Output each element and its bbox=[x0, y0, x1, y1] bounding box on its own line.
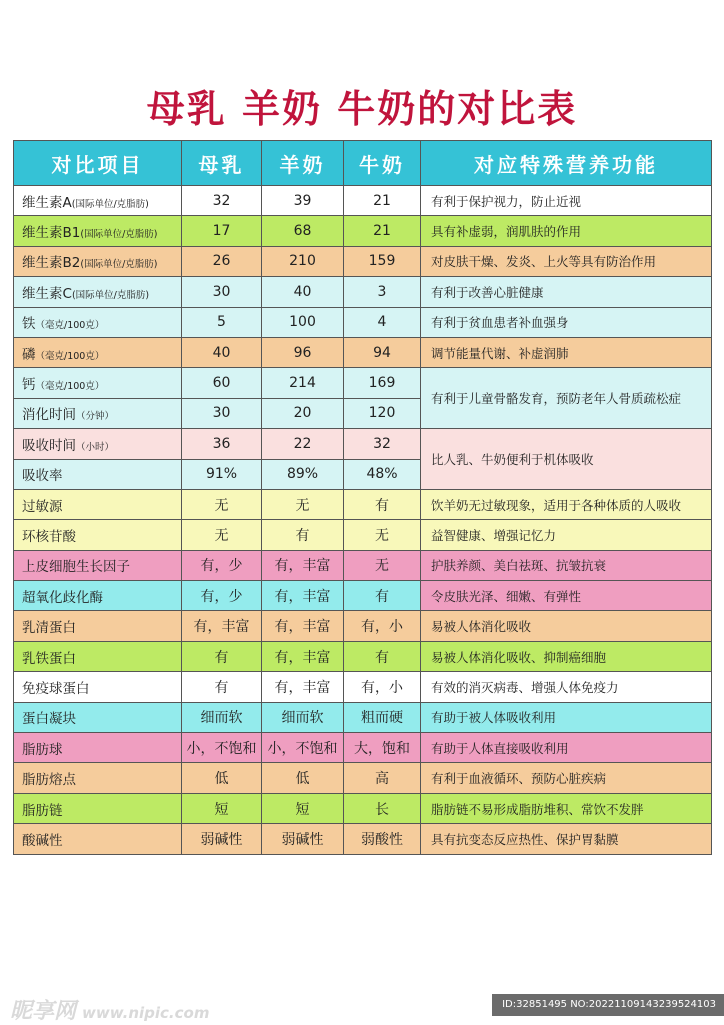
breast-milk-value: 30 bbox=[182, 398, 262, 428]
breast-milk-value: 有，少 bbox=[182, 550, 262, 580]
table-row bbox=[14, 429, 712, 459]
table-row bbox=[14, 611, 712, 641]
table-row bbox=[14, 824, 712, 854]
goat-milk-value: 39 bbox=[262, 186, 344, 216]
goat-milk-value: 细而软 bbox=[262, 702, 344, 732]
cow-milk-value: 有，小 bbox=[344, 672, 421, 702]
breast-milk-value: 5 bbox=[182, 307, 262, 337]
breast-milk-value: 弱碱性 bbox=[182, 824, 262, 854]
cow-milk-value: 169 bbox=[344, 368, 421, 398]
row-name: 免疫球蛋白 bbox=[14, 672, 182, 702]
cow-milk-value: 长 bbox=[344, 793, 421, 823]
row-name: 吸收率 bbox=[14, 459, 182, 489]
function-text: 有助于被人体吸收利用 bbox=[421, 702, 712, 732]
row-name: 维生素A(国际单位/克脂肪) bbox=[14, 186, 182, 216]
goat-milk-value: 68 bbox=[262, 216, 344, 246]
table-row bbox=[14, 216, 712, 246]
goat-milk-value: 有，丰富 bbox=[262, 550, 344, 580]
row-name: 维生素C(国际单位/克脂肪) bbox=[14, 277, 182, 307]
watermark bbox=[10, 994, 209, 1025]
function-text: 令皮肤光泽、细嫩、有弹性 bbox=[421, 581, 712, 611]
cow-milk-value: 无 bbox=[344, 520, 421, 550]
cow-milk-value: 有 bbox=[344, 489, 421, 519]
function-text: 易被人体消化吸收、抑制癌细胞 bbox=[421, 641, 712, 671]
function-text: 有助于人体直接吸收利用 bbox=[421, 733, 712, 763]
cow-milk-value: 3 bbox=[344, 277, 421, 307]
row-name: 消化时间（分钟） bbox=[14, 398, 182, 428]
function-text: 具有抗变态反应热性、保护胃黏膜 bbox=[421, 824, 712, 854]
function-text: 护肤养颜、美白祛斑、抗皱抗衰 bbox=[421, 550, 712, 580]
goat-milk-value: 有，丰富 bbox=[262, 581, 344, 611]
goat-milk-value: 弱碱性 bbox=[262, 824, 344, 854]
row-name: 铁（毫克/100克） bbox=[14, 307, 182, 337]
goat-milk-value: 有 bbox=[262, 520, 344, 550]
function-text: 易被人体消化吸收 bbox=[421, 611, 712, 641]
row-name: 过敏源 bbox=[14, 489, 182, 519]
function-text: 具有补虚弱，润肌肤的作用 bbox=[421, 216, 712, 246]
goat-milk-value: 无 bbox=[262, 489, 344, 519]
goat-milk-value: 214 bbox=[262, 368, 344, 398]
function-text: 有利于贫血患者补血强身 bbox=[421, 307, 712, 337]
cow-milk-value: 94 bbox=[344, 337, 421, 367]
table-header-row bbox=[14, 141, 712, 186]
cow-milk-value: 4 bbox=[344, 307, 421, 337]
table-row bbox=[14, 307, 712, 337]
page-title: 母乳 羊奶 牛奶的对比表 bbox=[146, 87, 578, 131]
table-row bbox=[14, 246, 712, 276]
breast-milk-value: 26 bbox=[182, 246, 262, 276]
breast-milk-value: 40 bbox=[182, 337, 262, 367]
row-name: 环核苷酸 bbox=[14, 520, 182, 550]
breast-milk-value: 17 bbox=[182, 216, 262, 246]
breast-milk-value: 60 bbox=[182, 368, 262, 398]
row-name: 脂肪球 bbox=[14, 733, 182, 763]
cow-milk-value: 粗而硬 bbox=[344, 702, 421, 732]
image-id-bar: ID:32851495 NO:20221109143239524103 bbox=[492, 994, 724, 1016]
function-text: 有利于儿童骨骼发育，预防老年人骨质疏松症 bbox=[421, 368, 712, 429]
goat-milk-value: 40 bbox=[262, 277, 344, 307]
header-goat-milk: 羊奶 bbox=[262, 141, 344, 186]
table-row bbox=[14, 733, 712, 763]
function-text: 益智健康、增强记忆力 bbox=[421, 520, 712, 550]
breast-milk-value: 有 bbox=[182, 672, 262, 702]
goat-milk-value: 有，丰富 bbox=[262, 611, 344, 641]
goat-milk-value: 短 bbox=[262, 793, 344, 823]
function-text: 有利于保护视力，防止近视 bbox=[421, 186, 712, 216]
row-name: 乳清蛋白 bbox=[14, 611, 182, 641]
goat-milk-value: 有，丰富 bbox=[262, 672, 344, 702]
watermark-logo: 昵享网 bbox=[10, 999, 77, 1024]
cow-milk-value: 120 bbox=[344, 398, 421, 428]
row-name: 上皮细胞生长因子 bbox=[14, 550, 182, 580]
goat-milk-value: 20 bbox=[262, 398, 344, 428]
watermark-url: www.nipic.com bbox=[82, 1004, 210, 1022]
goat-milk-value: 100 bbox=[262, 307, 344, 337]
header-item: 对比项目 bbox=[14, 141, 182, 186]
table-row bbox=[14, 763, 712, 793]
function-text: 饮羊奶无过敏现象，适用于各种体质的人吸收 bbox=[421, 489, 712, 519]
breast-milk-value: 细而软 bbox=[182, 702, 262, 732]
table-row bbox=[14, 641, 712, 671]
breast-milk-value: 91% bbox=[182, 459, 262, 489]
breast-milk-value: 有，丰富 bbox=[182, 611, 262, 641]
cow-milk-value: 无 bbox=[344, 550, 421, 580]
breast-milk-value: 小，不饱和 bbox=[182, 733, 262, 763]
cow-milk-value: 弱酸性 bbox=[344, 824, 421, 854]
table-row bbox=[14, 489, 712, 519]
header-cow-milk: 牛奶 bbox=[344, 141, 421, 186]
function-text: 有利于改善心脏健康 bbox=[421, 277, 712, 307]
cow-milk-value: 48% bbox=[344, 459, 421, 489]
row-name: 钙（毫克/100克） bbox=[14, 368, 182, 398]
breast-milk-value: 32 bbox=[182, 186, 262, 216]
function-text: 对皮肤干燥、发炎、上火等具有防治作用 bbox=[421, 246, 712, 276]
cow-milk-value: 有 bbox=[344, 641, 421, 671]
function-text: 比人乳、牛奶便利于机体吸收 bbox=[421, 429, 712, 490]
row-name: 乳铁蛋白 bbox=[14, 641, 182, 671]
function-text: 有利于血液循环、预防心脏疾病 bbox=[421, 763, 712, 793]
comparison-table bbox=[13, 140, 712, 855]
cow-milk-value: 21 bbox=[344, 186, 421, 216]
cow-milk-value: 21 bbox=[344, 216, 421, 246]
row-name: 酸碱性 bbox=[14, 824, 182, 854]
table-row bbox=[14, 186, 712, 216]
goat-milk-value: 小，不饱和 bbox=[262, 733, 344, 763]
row-name: 维生素B2(国际单位/克脂肪) bbox=[14, 246, 182, 276]
row-name: 吸收时间（小时） bbox=[14, 429, 182, 459]
row-name: 磷（毫克/100克） bbox=[14, 337, 182, 367]
cow-milk-value: 159 bbox=[344, 246, 421, 276]
table-row bbox=[14, 520, 712, 550]
breast-milk-value: 36 bbox=[182, 429, 262, 459]
row-name: 蛋白凝块 bbox=[14, 702, 182, 732]
function-text: 调节能量代谢、补虚润肺 bbox=[421, 337, 712, 367]
goat-milk-value: 有，丰富 bbox=[262, 641, 344, 671]
breast-milk-value: 无 bbox=[182, 489, 262, 519]
cow-milk-value: 有，小 bbox=[344, 611, 421, 641]
header-breast-milk: 母乳 bbox=[182, 141, 262, 186]
goat-milk-value: 22 bbox=[262, 429, 344, 459]
goat-milk-value: 96 bbox=[262, 337, 344, 367]
goat-milk-value: 89% bbox=[262, 459, 344, 489]
table-row bbox=[14, 550, 712, 580]
header-function: 对应特殊营养功能 bbox=[421, 141, 712, 186]
table-row bbox=[14, 793, 712, 823]
cow-milk-value: 有 bbox=[344, 581, 421, 611]
goat-milk-value: 210 bbox=[262, 246, 344, 276]
table-row bbox=[14, 702, 712, 732]
cow-milk-value: 32 bbox=[344, 429, 421, 459]
function-text: 有效的消灭病毒、增强人体免疫力 bbox=[421, 672, 712, 702]
table-row bbox=[14, 337, 712, 367]
breast-milk-value: 30 bbox=[182, 277, 262, 307]
breast-milk-value: 有 bbox=[182, 641, 262, 671]
row-name: 维生素B1(国际单位/克脂肪) bbox=[14, 216, 182, 246]
table-row bbox=[14, 581, 712, 611]
breast-milk-value: 短 bbox=[182, 793, 262, 823]
goat-milk-value: 低 bbox=[262, 763, 344, 793]
cow-milk-value: 高 bbox=[344, 763, 421, 793]
row-name: 脂肪熔点 bbox=[14, 763, 182, 793]
row-name: 超氧化歧化酶 bbox=[14, 581, 182, 611]
table-row bbox=[14, 368, 712, 398]
cow-milk-value: 大，饱和 bbox=[344, 733, 421, 763]
row-name: 脂肪链 bbox=[14, 793, 182, 823]
breast-milk-value: 低 bbox=[182, 763, 262, 793]
breast-milk-value: 无 bbox=[182, 520, 262, 550]
table-row bbox=[14, 277, 712, 307]
breast-milk-value: 有，少 bbox=[182, 581, 262, 611]
table-row bbox=[14, 672, 712, 702]
function-text: 脂肪链不易形成脂肪堆积、常饮不发胖 bbox=[421, 793, 712, 823]
